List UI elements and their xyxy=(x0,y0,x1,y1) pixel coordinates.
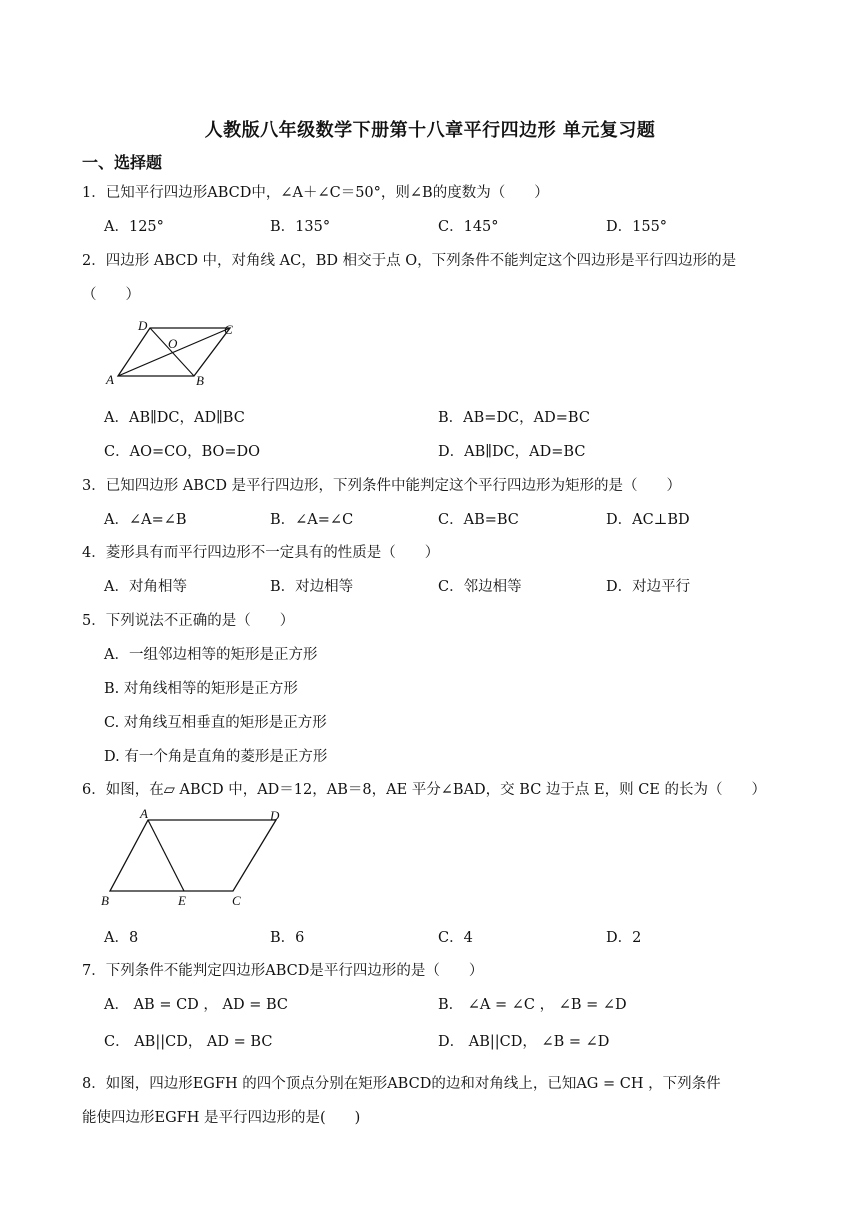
question-8-stem-line1: 8．如图，四边形EGFH 的四个顶点分别在矩形ABCD的边和对角线上，已知AG = CH ，下列条件 xyxy=(82,1076,721,1092)
question-1-option-d: D．155° xyxy=(606,219,668,235)
label-d: D xyxy=(270,808,280,823)
label-b: B xyxy=(101,893,109,908)
question-7-option-b: B． ∠A = ∠C ， ∠B = ∠D xyxy=(438,997,627,1013)
question-5-option-a: A．一组邻边相等的矩形是正方形 xyxy=(104,647,318,663)
question-6-stem: 6．如图，在▱ ABCD 中，AD＝12，AB＝8，AE 平分∠BAD，交 BC 边于点 E，则 CE 的长为（ ） xyxy=(82,782,767,798)
question-6-option-c: C．4 xyxy=(438,930,473,946)
section-heading: 一、选择题 xyxy=(82,153,163,172)
question-2-figure xyxy=(100,316,250,388)
question-6-figure xyxy=(98,808,294,910)
label-c: C xyxy=(232,893,241,908)
question-7-option-a: A． AB = CD ， AD = BC xyxy=(104,997,288,1013)
question-1-stem: 1．已知平行四边形ABCD中，∠A＋∠C＝50°，则∠B的度数为（ ） xyxy=(82,185,549,201)
bisector-ae xyxy=(148,820,184,891)
question-4-option-d: D．对边平行 xyxy=(606,579,691,595)
question-7-stem: 7．下列条件不能判定四边形ABCD是平行四边形的是（ ） xyxy=(82,963,484,979)
question-3-option-d: D．AC⊥BD xyxy=(606,512,690,528)
question-6-option-d: D．2 xyxy=(606,930,642,946)
question-4-stem: 4．菱形具有而平行四边形不一定具有的性质是（ ） xyxy=(82,545,440,561)
question-3-option-b: B．∠A=∠C xyxy=(270,512,354,528)
page-title: 人教版八年级数学下册第十八章平行四边形 单元复习题 xyxy=(204,120,656,141)
label-e: E xyxy=(178,893,186,908)
label-d: D xyxy=(138,318,148,333)
label-a: A xyxy=(140,808,148,821)
question-2-option-a: A．AB∥DC，AD∥BC xyxy=(104,410,245,426)
label-c: C xyxy=(224,322,233,337)
question-1-option-b: B．135° xyxy=(270,219,331,235)
question-1-option-a: A．125° xyxy=(104,219,164,235)
question-7-option-d: D． AB||CD， ∠B = ∠D xyxy=(438,1034,610,1050)
question-8-stem-line2: 能使四边形EGFH 是平行四边形的是( ) xyxy=(82,1110,361,1126)
question-7-option-c: C． AB||CD， AD = BC xyxy=(104,1034,273,1050)
question-4-option-a: A．对角相等 xyxy=(104,579,187,595)
question-2-stem-line2: （ ） xyxy=(82,287,140,303)
question-3-option-c: C．AB=BC xyxy=(438,512,519,528)
question-4-option-c: C．邻边相等 xyxy=(438,579,522,595)
question-5-stem: 5．下列说法不正确的是（ ） xyxy=(82,613,295,629)
question-3-stem: 3．已知四边形 ABCD 是平行四边形，下列条件中能判定这个平行四边形为矩形的是（ ） xyxy=(82,478,682,494)
question-2-option-d: D．AB∥DC，AD=BC xyxy=(438,444,586,460)
question-6-option-a: A．8 xyxy=(104,930,139,946)
question-1-option-c: C．145° xyxy=(438,219,499,235)
question-2-option-b: B．AB=DC，AD=BC xyxy=(438,410,590,426)
question-2-option-c: C．AO=CO，BO=DO xyxy=(104,444,261,460)
question-5-option-c: C. 对角线互相垂直的矩形是正方形 xyxy=(104,715,327,731)
question-4-option-b: B．对边相等 xyxy=(270,579,354,595)
parallelogram-abdc xyxy=(110,820,276,891)
label-o: O xyxy=(168,336,178,351)
label-a: A xyxy=(106,372,114,387)
question-3-option-a: A．∠A=∠B xyxy=(104,512,187,528)
question-2-stem-line1: 2．四边形 ABCD 中，对角线 AC，BD 相交于点 O，下列条件不能判定这个四边形是平行四边形的是 xyxy=(82,253,737,269)
question-5-option-b: B. 对角线相等的矩形是正方形 xyxy=(104,681,298,697)
label-b: B xyxy=(196,373,204,388)
question-5-option-d: D. 有一个角是直角的菱形是正方形 xyxy=(104,749,328,765)
question-6-option-b: B．6 xyxy=(270,930,305,946)
